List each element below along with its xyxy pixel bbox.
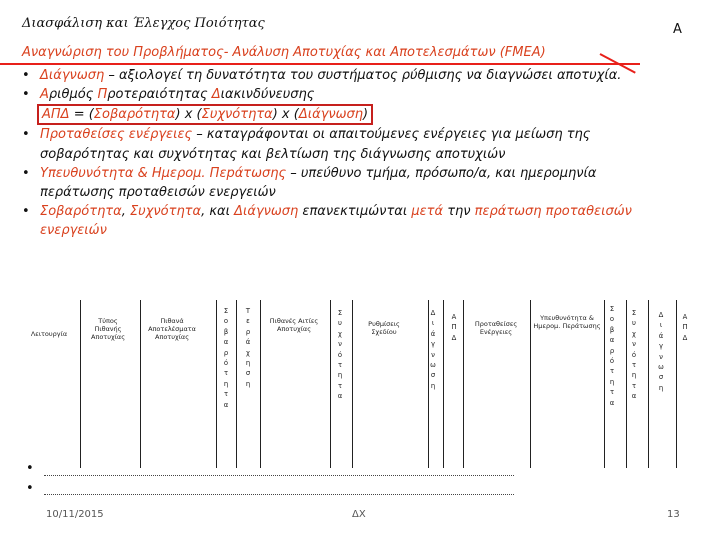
col-divider [140, 300, 141, 468]
col-divider [463, 300, 464, 468]
col-divider [648, 300, 649, 468]
bullet-proposed-actions: • Προταθείσες ενέργειες – καταγράφονται οι απαιτούμενες ενέργειες για μείωση της σοβαρότητας και συχνότητας και βελτίωση της διάγνωσης αποτυχιών [22, 127, 591, 162]
bullet-list [22, 66, 662, 241]
th-classification-vertical: Τ ε ρ ά χ η σ η [245, 307, 251, 388]
th-failure-type: Τύπος Πιθανής Αποτυχίας [90, 317, 126, 341]
bullet-diagnosis: • Διάγνωση – αξιολογεί τη δυνατότητα του συστήματος ρύθμισης να διαγνώσει αποτυχία. [22, 68, 622, 83]
th-design-controls: Ρυθμίσεις Σχεδίου [368, 320, 400, 336]
col-divider [530, 300, 531, 468]
col-divider [604, 300, 605, 468]
col-divider [260, 300, 261, 468]
th-failure-effects: Πιθανά Αποτελέσματα Αποτυχίας [148, 317, 196, 341]
th-diagnosis-vertical: Δ ι ά γ ν ω σ η [430, 309, 436, 390]
bullet-reassessment: • Σοβαρότητα, Συχνότητα, και Διάγνωση επανεκτιμώνται μετά την περάτωση προταθεισών ενεργειών [22, 204, 632, 239]
heading-strike-line [0, 63, 640, 65]
col-divider [80, 300, 81, 468]
presentation-title: Διασφάλιση και Έλεγχος Ποιότητας [22, 16, 265, 31]
th-frequency2-vertical: Σ υ χ ν ό τ η τ α [631, 309, 637, 401]
col-divider [216, 300, 217, 468]
apd-formula-box: ΑΠΔ = (Σοβαρότητα) x (Συχνότητα) x (Διάγνωση) [37, 104, 373, 125]
slide-number: 13 [667, 509, 680, 520]
th-diagnosis2-vertical: Δ ι ά γ ν ω σ η [658, 311, 664, 392]
col-divider [676, 300, 677, 468]
col-divider [352, 300, 353, 468]
slide-heading: Αναγνώριση του Προβλήματος- Ανάλυση Αποτυχίας και Αποτελεσμάτων (FMEA) [22, 45, 546, 60]
header-letter: Α [673, 22, 682, 37]
col-divider [626, 300, 627, 468]
th-severity2-vertical: Σ ο β α ρ ό τ η τ α [609, 305, 615, 407]
footer-date: 10/11/2015 [46, 509, 104, 520]
th-responsibility-date: Υπευθυνότητα & Ημερομ. Περάτωσης [533, 314, 601, 330]
th-apd2-vertical: Α Π Δ [682, 313, 688, 342]
col-divider [330, 300, 331, 468]
table-row-line [44, 494, 514, 496]
th-severity-vertical: Σ ο β α ρ ό τ η τ α [223, 307, 229, 409]
bullet-responsibility: • Υπευθυνότητα & Ημερομ. Πεpάτωσης – υπεύθυνο τμήμα, πρόσωπο/α, και ημερομηνία περάτωσης προταθεισών ενεργειών [22, 165, 597, 201]
th-apd-vertical: Α Π Δ [451, 313, 457, 342]
col-divider [236, 300, 237, 468]
th-function: Λειτουργία [30, 330, 68, 338]
th-possible-causes: Πιθανές Αιτίες Αποτυχίας [269, 317, 319, 333]
th-proposed-actions: Προταθείσες Ενέργειες [474, 320, 518, 336]
col-divider [443, 300, 444, 468]
bullet-apd: • Αριθμός Προτεραιότητας Διακινδύνευσης ΑΠΔ = (Σοβαρότητα) x (Συχνότητα) x (Διάγνωση) [22, 85, 662, 125]
th-frequency-vertical: Σ υ χ ν ό τ η τ α [337, 309, 343, 401]
table-row-bullet: • [26, 481, 34, 496]
footer-author: ΔΧ [352, 509, 366, 520]
table-row-line [44, 475, 514, 477]
table-row-bullet: • [26, 461, 34, 476]
fmea-table [20, 300, 700, 470]
